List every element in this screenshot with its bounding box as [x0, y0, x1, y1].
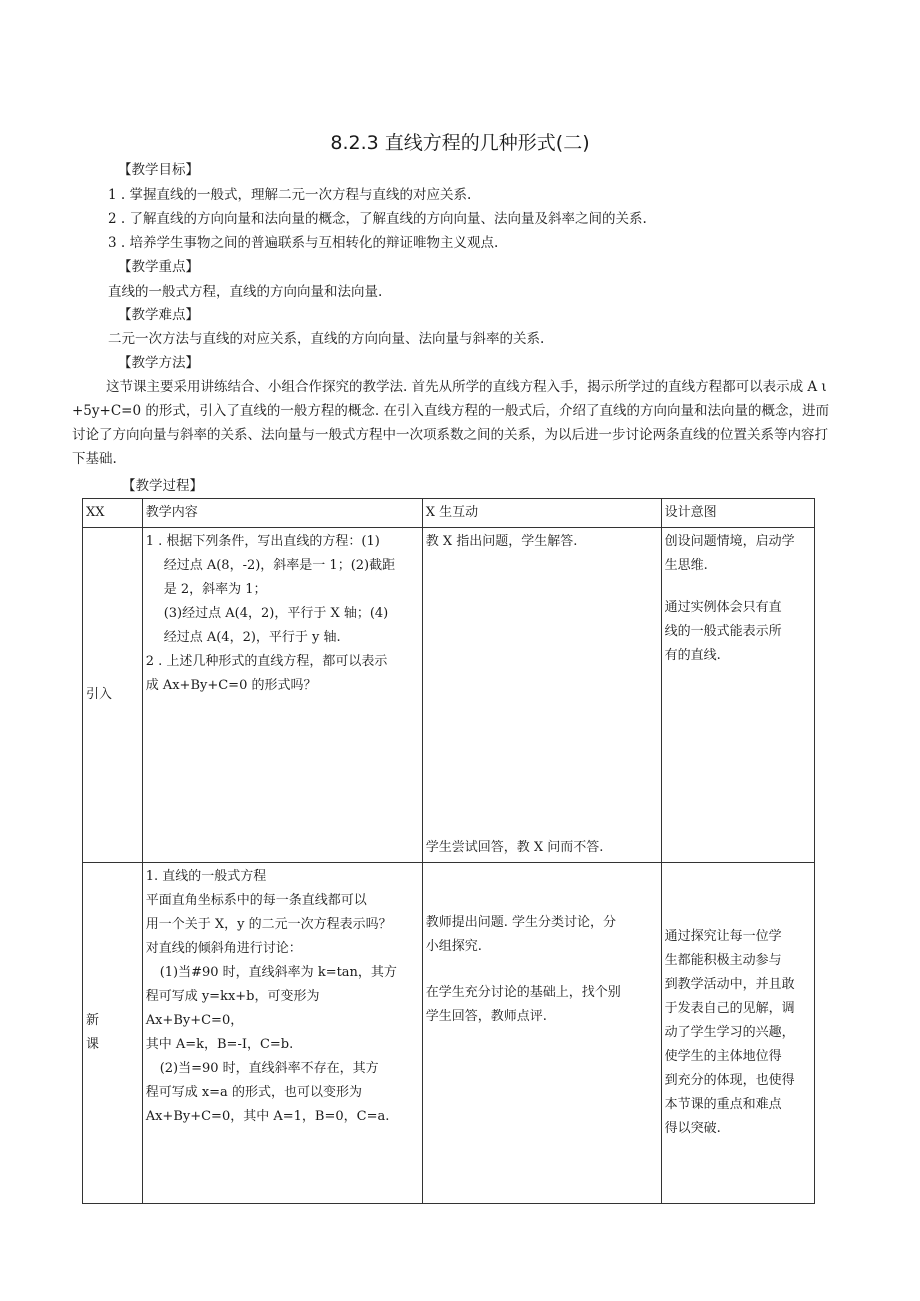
interaction-line: 学生尝试回答，教 X 问而不答.	[425, 840, 604, 855]
content-line: 是 2，斜率为 1；	[163, 582, 267, 597]
difficulties-heading: 【教学难点】	[118, 307, 199, 323]
interaction-line: 教 X 指出问题，学生解答.	[425, 534, 578, 549]
interaction-line: 在学生充分讨论的基础上，找个别	[425, 985, 621, 1000]
intent-line: 得以突破.	[664, 1121, 721, 1136]
stage-intro: 引入	[83, 528, 143, 863]
table-header-row	[83, 499, 815, 528]
table-row-new-lesson	[83, 863, 815, 1204]
content-line: 经过点 A(8，-2)，斜率是一 1；(2)截距	[163, 558, 396, 573]
content-line: 成 Ax+By+C=0 的形式吗？	[145, 678, 317, 693]
intent-line: 使学生的主体地位得	[664, 1049, 782, 1064]
content-line: Ax+By+C=0，其中 A=1，B=0，C=a.	[145, 1109, 390, 1124]
content-line: 平面直角坐标系中的每一条直线都可以	[145, 893, 367, 908]
teaching-process-table	[82, 498, 815, 1204]
header-content: 教学内容	[142, 499, 422, 528]
content-line: 其中 A=k，B=-I，C=b.	[145, 1037, 294, 1052]
content-line: 程可写成 y=kx+b，可变形为 Ax+By+C=0，	[145, 989, 320, 1028]
content-line: 用一个关于 X，y 的二元一次方程表示吗？	[145, 917, 392, 932]
intent-line: 动了学生学习的兴趣，	[664, 1025, 795, 1040]
intent-line: 于发表自己的见解，调	[664, 1001, 795, 1016]
interaction-line: 小组探究.	[425, 939, 482, 954]
content-line: 1. 直线的一般式方程	[145, 869, 267, 884]
stage-char: 课	[86, 1037, 100, 1052]
objective-item: 3 . 培养学生事物之间的普遍联系与互相转化的辩证唯物主义观点.	[108, 235, 499, 251]
content-line: 2 . 上述几种形式的直线方程，都可以表示	[145, 654, 388, 669]
header-interaction: X 生互动	[422, 499, 661, 528]
table-row-intro	[83, 528, 815, 863]
header-stage: XX	[83, 499, 143, 528]
intent-line: 创设问题情境，启动学	[664, 534, 795, 549]
content-new-lesson	[142, 863, 422, 1204]
content-line: (3)经过点 A(4，2)，平行于 X 轴；(4)	[163, 606, 389, 621]
key-points-heading: 【教学重点】	[118, 259, 199, 275]
content-line: (2)当=90 时，直线斜率不存在，其方	[159, 1061, 379, 1076]
intent-line: 到教学活动中，并且敢	[664, 977, 795, 992]
page-title: 8.2.3 直线方程的几种形式(二)	[330, 132, 590, 154]
interaction-line: 教师提出问题. 学生分类讨论，分	[425, 915, 616, 930]
intent-line: 生思维.	[664, 558, 708, 573]
intent-line: 生都能积极主动参与	[664, 953, 782, 968]
key-points-text: 直线的一般式方程，直线的方向向量和法向量.	[108, 284, 383, 300]
header-intent: 设计意图	[661, 499, 814, 528]
method-heading: 【教学方法】	[118, 355, 199, 371]
content-line: 程可写成 x=a 的形式，也可以变形为	[145, 1085, 362, 1100]
method-paragraph	[72, 375, 832, 471]
intent-new-lesson	[661, 863, 814, 1204]
intent-line: 通过实例体会只有直	[664, 600, 782, 615]
content-line: 对直线的倾斜角进行讨论：	[145, 941, 302, 956]
intent-line: 通过探究让每一位学	[664, 929, 782, 944]
objective-item: 1 . 掌握直线的一般式，理解二元一次方程与直线的对应关系.	[108, 187, 472, 203]
content-intro	[142, 528, 422, 863]
content-line: (1)当#90 时，直线斜率为 k=tan，其方	[159, 965, 397, 980]
interaction-intro	[422, 528, 661, 863]
intent-line: 本节课的重点和难点	[664, 1097, 782, 1112]
interaction-new-lesson	[422, 863, 661, 1204]
interaction-line: 学生回答，教师点评.	[425, 1009, 547, 1024]
content-line: 经过点 A(4，2)，平行于 y 轴.	[163, 630, 341, 645]
stage-new-lesson	[83, 863, 143, 1204]
intent-line: 有的直线.	[664, 648, 721, 663]
process-heading: 【教学过程】	[122, 478, 203, 494]
intent-line: 线的一般式能表示所	[664, 624, 782, 639]
stage-char: 新	[86, 1013, 100, 1028]
intent-intro	[661, 528, 814, 863]
objective-item: 2 . 了解直线的方向向量和法向量的概念，了解直线的方向向量、法向量及斜率之间的关系.	[108, 211, 647, 227]
difficulties-text: 二元一次方法与直线的对应关系，直线的方向向量、法向量与斜率的关系.	[108, 331, 545, 347]
content-line: 1 . 根据下列条件，写出直线的方程：(1)	[145, 534, 380, 549]
objectives-heading: 【教学目标】	[118, 162, 199, 178]
intent-line: 到充分的体现，也使得	[664, 1073, 795, 1088]
method-text: 这节课主要采用讲练结合、小组合作探究的教学法. 首先从所学的直线方程入手，揭示所学过的直线方程都可以表示成 A ι +5y+C=0 的形式，引入了直线的一般方程的概念. 在引入直线方程的一般式后，介绍了直线的方向向量和法向量的概念，进而讨论了方向向量与斜率的关系、法向量与一般式方程中一次项系数之间的关系，为以后进一步讨论两条直线的位置关系等内容打下基础.	[72, 379, 829, 467]
